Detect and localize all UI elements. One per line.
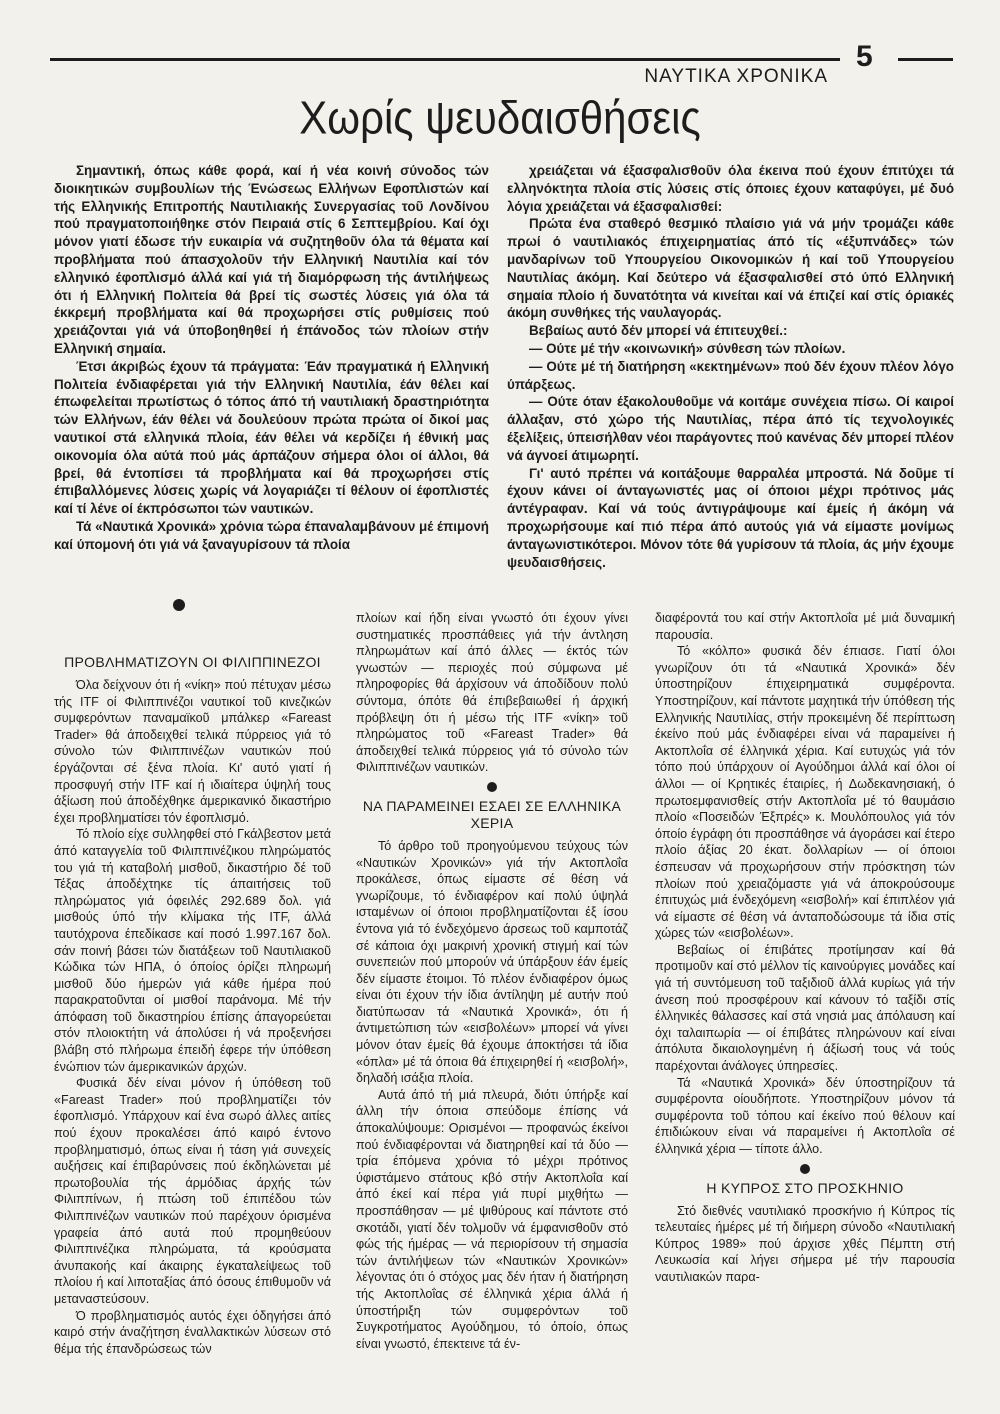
body-paragraph: Αυτά άπό τή μιά πλευρά, διότι ύπήρξε καί άλλη τήν όποια σπεύδομε έπίσης νά άποκαλύψουμε: Ορισμένοι — προφανώς έκείνοι πού ένδιαφέρονται νά διατηρηθεί καί τά δύο — τρία έπόμενα χρόνια τό μέχρι πρότινος ύφιστάμενο στάτους κβό στήν Ακτοπλοΐα καί άπό έκεί καί πέρα γιά πυρί μιχθήτω — προσπάθησαν — μέ ψιθύρους καί πάντοτε στό σκοτάδι, γιατί δέν τολμοῦν νά έμφανισθοῦν στό φώς τής ήμέρας — νά περιορίσουν τή σημασία τών άντιλήψεων τών «Ναυτικών Χρονικών» λέγοντας ότι ό στόχος μας δέν ήταν ή διατήρηση τής Ακτοπλοΐας σέ έλληνικά χέρια άλλά ή ύποστήριξη τών συμφερόντων τοῦ Συγκροτήματος Αγούδημου, τό όποίο, όπως είναι γνωστό, έπεκτεινε τά έν-	[356, 1087, 628, 1351]
publication-name: ΝΑΥΤΙΚΑ ΧΡΟΝΙΚΑ	[644, 66, 828, 87]
body-paragraph: Βεβαίως οί έπιβάτες προτίμησαν καί θά προτιμοῦν καί στό μέλλον τίς καινούργιες μονάδες καί γιά τή συντόμευση τοῦ ταξιδιοῦ άλλά κυρίως γιά τήν άνεση πού προσφέρουν καί κάνουν τό ταξίδι στίς έλληνικές θάλασσες καί στά νησιά μας άπόλαυση καί όχι ταλαιπωρία — οί έπιβάτες πληρώνουν καί είναι άπόλυτα δικαιολογημένη ή άξίωσή τους νά τούς παρέχονται άνάλογες ύπηρεσίες.	[655, 942, 955, 1074]
section-heading-philippines: ΠΡΟΒΛΗΜΑΤΙΖΟΥΝ ΟΙ ΦΙΛΙΠΠΙΝΕΖΟΙ	[64, 654, 321, 670]
lead-paragraph: Έτσι άκριβώς έχουν τά πράγματα: Έάν πραγματικά ή Ελληνική Πολιτεία ένδιαφέρεται γιά τήν Ελληνική Ναυτιλία, έάν θέλει καί έπωφελείται πρωτίστως ό τόπος άπό τή ναυτιλιακή δραστηριότητα τών Ελλήνων, έάν θέλει νά δουλεύουν πρώτα πρώτα οί δικοί μας ναυτικοί στά ελληνικά πλοία, έάν θέλει νά κερδίζει ή έθνική μας οικονομία όλα αύτά πού μάς άρπάζουν σήμερα όλοι οί άλλοι, θά βρεί, θά έντοπίσει τά προβλήματα καί θά προχωρήσει στίς έπιβαλλόμενες λύσεις χωρίς νά λογαριάζει τί θέλουν οί έφοπλιστές καί τί λένε οί έκπρόσωποι τών ναυτικών.	[54, 358, 489, 517]
lead-paragraph: — Ούτε μέ τή διατήρηση «κεκτημένων» πού δέν έχουν πλέον λόγο ύπάρξεως.	[507, 358, 954, 392]
article-title: Χωρίς ψευδαισθήσεις	[299, 91, 701, 144]
section-heading-cyprus: Η ΚΥΠΡΟΣ ΣΤΟ ΠΡΟΣΚΗΝΙΟ	[706, 1179, 904, 1196]
lead-column-2	[507, 162, 954, 571]
lead-paragraph: Τά «Ναυτικά Χρονικά» χρόνια τώρα έπαναλαμβάνουν μέ έπιμονή καί ύπομονή ότι γιά νά ξαναγυρίσουν τά πλοία	[54, 518, 489, 552]
body-paragraph: Ό προβληματισμός αυτός έχει όδηγήσει άπό καιρό στήν άναζήτηση έναλλακτικών λύσεων στό θέμα τής έπανδρώσεως τών	[54, 1308, 331, 1356]
section-bullet	[173, 599, 185, 611]
lead-paragraph: Γι' αυτό πρέπει νά κοιτάξουμε θαρραλέα μπροστά. Νά δοῦμε τί έχουν κάνει οί άνταγωνιστές μας οί όποιοι μέχρι πρότινος μάς άντέγραφαν. Καί νά τούς άντιγράψουμε καί έμείς ή άκόμη νά προχωρήσουμε καί πιό πέρα άπό αυτούς γιά νά είμαστε μονίμως άνταγωνιστικότεροι. Μόνον τότε θά γυρίσουν τά πλοία, άς μήν έχουμε ψευδαισθήσεις.	[507, 465, 954, 570]
body-paragraph: Φυσικά δέν είναι μόνον ή ύπόθεση τοῦ «Fareast Trader» πού προβληματίζει τόν έφοπλισμό. Υπάρχουν καί ένα σωρό άλλες αιτίες πού έχουν προκαλέσει άπό καιρό έντονο προβληματισμό, όπως είναι ή τάση γιά συνεχείς αυξήσεις καί έπιβαρύνσεις πού έκδηλώνεται μέ πρωτοβουλία τής άρμόδιας άρχής τών Φιλιππίνων, ή πτώση τοῦ έπιπέδου τών Φιλιππινέζων ναυτικών πού παρέχουν όρισμένα γραφεία άπό αυτά πού προμηθεύουν Φιλιππινέζικα πληρώματα, τά κρούσματα άνυπακοής καί άκαιρης έγκαταλείψεως τοῦ πλοίου ή καί λιποταξίας άπό όσους έπιθυμοῦν νά μεταναστεύσουν.	[54, 1076, 331, 1306]
body-paragraph: Όλα δείχνουν ότι ή «νίκη» πού πέτυχαν μέσω τής ITF οί Φιλιππινέζοι ναυτικοί τοῦ κινεζικών συμφερόντων παναμαϊκοῦ μπάλκερ «Fareast Trader» θά άποδειχθεί τελικά πύρρειος γιά τό σύνολο τών Φιλιππινέζων ναυτικών πού έργάζονται σέ ξένα πλοία. Κι' αυτό γιατί ή προσφυγή στήν ITF καί ή ιδιαίτερα ύψηλή τους άξίωση πού άποδέχθηκε άμερικανικό δικαστήριο έχει προβληματίσει τόν έφοπλισμό.	[54, 678, 331, 825]
lead-paragraph: Πρώτα ένα σταθερό θεσμικό πλαίσιο γιά νά μήν τρομάζει κάθε πρωί ό ναυτιλιακός έπιχειρηματίας άπό τίς «έξυπνάδες» τών μανδαρίνων τοῦ Υπουργείου Οικονομικών ή καί τοῦ Υπουργείου Ναυτιλίας άκόμη. Καί δεύτερο νά έξασφαλισθεί στό ύπό Ελληνική σημαία πλοίο ή δυνατότητα νά κινείται καί νά έπιζεί καί στίς όριακές άκόμη συνθήκες τής ναυλαγοράς.	[507, 216, 954, 321]
header-rule-left	[50, 58, 840, 61]
lead-paragraph: — Ούτε μέ τήν «κοινωνική» σύνθεση τών πλοίων.	[529, 340, 846, 356]
lead-paragraph: — Ούτε όταν έξακολουθοῦμε νά κοιτάμε συνέχεια πίσω. Οί καιροί άλλαξαν, στό χώρο τής Ναυτιλίας, πέρα άπό τίς τεχνολογικές έξελίξεις, ύπεισήλθαν νέοι παράγοντες πού κανένας δέν μπορεί πλέον νά άγνοεί άτιμωρητί.	[507, 394, 954, 463]
body-paragraph: Τά «Ναυτικά Χρονικά» δέν ύποστηρίζουν τά συμφέροντα οίουδήποτε. Υποστηρίζουν μόνον τά συμφέροντα τοῦ τόπου καί έκείνο πού θέλουν καί έπιδιώκουν είναι νά παραμείνει ή Ακτοπλοΐα σέ έλληνικά χέρια — τίποτε άλλο.	[655, 1075, 955, 1156]
lead-column-1	[54, 162, 489, 554]
body-paragraph: Τό «κόλπο» φυσικά δέν έπιασε. Γιατί όλοι γνωρίζουν ότι τά «Ναυτικά Χρονικά» δέν ύποστηρίζουν έπιχειρηματικά συμφέροντα. Υποστηρίζουν, καί πάντοτε μαχητικά τήν ύπόθεση τής Ελληνικής Ναυτιλίας, στήν προκειμένη δέ περίπτωση έκείνο πού μάς ένδιαφέρει είναι νά παραμείνει ή Ακτοπλοΐα σέ έλληνικά χέρια. Καί ευτυχώς γιά τόν τόπο πού ύπάρχουν οί Αγούδημοι άλλά καί όλοι οί άλλοι — οί Κρητικές έταιρίες, ή Δωδεκανησιακή, ό πρωτοεμφανισθείς στήν Ακτοπλοΐα μέ τό θαυμάσιο πλοίο «Ποσειδών Έξπρές» κ. Μουλόπουλος γιά τόν όποίο έγράφη ότι προσπάθησε νά άγοράσει καί έτερο πλοίο άξίας 20 έκατ. δολλαρίων — οί όποιοι έσπευσαν νά προχωρήσουν στήν πρόσκτηση τών πλοίων πού χρειαζόμαστε γιά νά άποκρούσουμε έπιτυχώς μιά ένδεχόμενη «εισβολή» καί έπιπλέον γιά νά είμαστε σέ θέση νά άνταποδώσουμε τά ίδια στίς χώρες τών «εισβολέων».	[655, 644, 955, 941]
section-bullet	[487, 782, 497, 792]
lead-paragraph: Βεβαίως αυτό δέν μπορεί νά έπιτευχθεί.:	[529, 323, 788, 339]
body-paragraph: πλοίων καί ήδη είναι γνωστό ότι έχουν γίνει συστηματικές προσπάθειες γιά τήν άντληση πληρωμάτων καί άπό άλλες — έκτός τών γνωστών — περιοχές πού σύμφωνα μέ πληροφορίες θά άρχίσουν νά άποδίδουν πολύ σύντομα, όπότε θά έπιβεβαιωθεί ή άρχική πρόβλεψη ότι ή μέσω τής ITF «νίκη» τοῦ πληρώματος τοῦ «Fareast Trader» θά άποδειχθεί τελικά πύρρειος γιά τό σύνολο τών Φιλιππινέζων ναυτικών.	[356, 611, 628, 775]
section-heading-coastal-shipping: ΝΑ ΠΑΡΑΜΕΙΝΕΙ ΕΣΑΕΙ ΣΕ ΕΛΛΗΝΙΚΑ ΧΕΡΙΑ	[362, 797, 622, 831]
body-column-1	[54, 654, 331, 1357]
body-paragraph: Τό άρθρο τοῦ προηγούμενου τεύχους τών «Ναυτικών Χρονικών» γιά τήν Ακτοπλοΐα προκάλεσε, όπως είμαστε σέ θέση νά γνωρίζουμε, τό ένδιαφέρον καί πολύ ύψηλά ισταμένων οί όποιοι προβληματίζονται έξ ίσου έντονα γιά τό ένδεχόμενο άρσεως τοῦ καμποτάζ σέ κάποια όχι μακρινή χρονική στιγμή καί τών συνεπειών πού μπορούν νά ύπάρξουν έάν έμείς δέν είμαστε έτοιμοι. Τό πλέον ένδιαφέρον όμως είναι ότι έχουν τήν ίδια άντίληψη μέ αυτήν πού διατύπωσαν τά «Ναυτικά Χρονικά», ότι ή άντιμετώπιση τών «εισβολέων» μπορεί νά γίνει μόνον όταν έμείς θά έχουμε άποκτήσει τά ίδια «όπλα» μέ τά όποια θά έπιχειρηθεί ή «εισβολή», δηλαδή ισάξια πλοία.	[356, 838, 628, 1086]
section-bullet	[800, 1164, 810, 1174]
lead-paragraph: χρειάζεται νά έξασφαλισθοῦν όλα έκεινα πού έχουν έπιτύχει τά ελληνόκτητα πλοία στίς λύσεις στίς όποιες έχουν καταφύγει, μέ δυό λόγια χρειάζεται νά έξασφαλισθεί:	[507, 163, 954, 214]
body-paragraph: Στό διεθνές ναυτιλιακό προσκήνιο ή Κύπρος τίς τελευταίες ήμέρες μέ τή διήμερη σύνοδο «Ναυτιλιακή Κύπρος 1989» πού άρχισε χθές Πέμπτη στή Λευκωσία καί λήγει σήμερα μέ τήν παρουσία ναυτιλιακών παρα-	[655, 1203, 955, 1284]
body-column-3	[655, 610, 955, 1286]
body-column-2	[356, 610, 628, 1352]
body-paragraph: Τό πλοίο είχε συλληφθεί στό Γκάλβεστον μετά άπό καταγγελία τοῦ Φιλιππινέζικου πληρώματός του γιά τή καταβολή μισθοῦ, δικαστήριο δέ τοῦ Τέξας άποδέχτηκε τίς άπαιτήσεις τοῦ πληρώματος γιά όφειλές 292.689 δολ. γιά μισθούς ύπό τήν κλίμακα τής ITF, άλλά ταυτόχρονα έπεδίκασε καί ποσό 1.997.167 δολ. σάν ποινή βάσει τών διατάξεων τοῦ Ναυτιλιακοῦ Κώδικα τών ΗΠΑ, ό όποίος όρίζει πληρωμή μισθοῦ δύο ήμερών γιά κάθε ήμέρα πού παρακρατοῦνται οί μισθοί παράνομα. Μέ τήν άπόφαση τοῦ δικαστηρίου έπίσης άπαγορεύεται στόν πλοιοκτήτη νά άπολύσει ή νά προξενήσει βλάβη στό πλήρωμα έπειδή έφερε τήν ύπόθεση ένώπιον τών άμερικανικών άρχών.	[54, 827, 331, 1074]
header-rule-right	[898, 58, 953, 61]
body-paragraph: διαφέροντά του καί στήν Ακτοπλοΐα μέ μιά δυναμική παρουσία.	[655, 611, 955, 642]
page-number: 5	[856, 40, 873, 73]
lead-paragraph: Σημαντική, όπως κάθε φορά, καί ή νέα κοινή σύνοδος τών διοικητικών συμβουλίων τής Ένώσεως Ελλήνων Εφοπλιστών καί τής Ελληνικής Επιτροπής Ναυτιλιακής Συνεργασίας τοῦ Λονδίνου πού πραγματοποιήθηκε στόν Πειραιά στίς 6 Σεπτεμβρίου. Καί όχι μόνον γιατί έδωσε τήν ευκαιρία νά συζητηθοῦν όλα τά θέματα καί προβλήματα πού άπασχολοῦν τήν Ελληνική Ναυτιλία καί τόν ελληνικό έφοπλισμό άλλά καί γιά τή διαμόρφωση τής άντιλήψεως ότι ή Ελληνική Πολιτεία θά βρεί τίς σωστές λύσεις γιά όλα τά έκκρεμή προβλήματα καί θά προχωρήσει στίς ρυθμίσεις πού χρειάζονται γιά νά ύποβοηθηθεί ή έπάνοδος τών πλοίων στήν Ελληνική σημαία.	[54, 163, 489, 356]
